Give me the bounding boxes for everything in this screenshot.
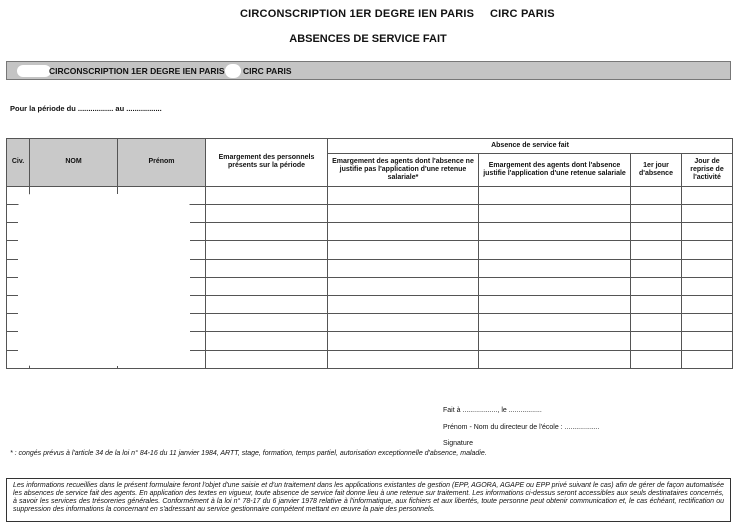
table-cell xyxy=(328,204,479,222)
table-cell xyxy=(206,350,328,368)
table-cell xyxy=(328,277,479,295)
table-cell xyxy=(631,350,682,368)
redaction-mark xyxy=(225,64,241,78)
header-nom: NOM xyxy=(30,139,118,187)
table-cell xyxy=(328,332,479,350)
table-cell xyxy=(631,186,682,204)
redaction-block xyxy=(18,194,190,366)
table-cell xyxy=(631,241,682,259)
table-cell xyxy=(328,223,479,241)
table-cell xyxy=(479,186,631,204)
table-cell xyxy=(682,186,733,204)
table-cell xyxy=(631,204,682,222)
table-cell xyxy=(206,223,328,241)
table-cell xyxy=(682,350,733,368)
table-cell xyxy=(631,296,682,314)
table-cell xyxy=(328,259,479,277)
form-title: ABSENCES DE SERVICE FAIT xyxy=(289,33,447,45)
signature-label: Signature xyxy=(443,440,473,447)
period-line: Pour la période du ................. au ................. xyxy=(10,104,162,113)
table-cell xyxy=(479,332,631,350)
table-cell xyxy=(328,314,479,332)
table-cell xyxy=(206,332,328,350)
table-cell xyxy=(479,241,631,259)
table-cell xyxy=(328,241,479,259)
header-title-right: CIRC PARIS xyxy=(490,8,555,20)
circonscription-band xyxy=(6,61,731,80)
table-cell xyxy=(479,223,631,241)
table-cell xyxy=(682,259,733,277)
table-cell xyxy=(682,314,733,332)
table-cell xyxy=(682,204,733,222)
table-cell xyxy=(682,241,733,259)
table-cell xyxy=(206,296,328,314)
header-emargement-non-justifie: Emargement des agents dont l'absence ne justifie pas l'application d'une retenue salariale* xyxy=(328,154,479,186)
header-premier-jour: 1er jour d'absence xyxy=(631,154,682,186)
fait-a-line: Fait à .................., le ................. xyxy=(443,407,542,414)
header-title-left: CIRCONSCRIPTION 1ER DEGRE IEN PARIS xyxy=(240,8,475,20)
privacy-info-box: Les informations recueillies dans le présent formulaire feront l'objet d'une saisie et d'un traitement dans les applications existantes de gestion (EPP, AGORA, AGAPE ou EPP privé suivant le cas) afin de gérer de façon automatisée les absences de service fait des agents. En application des textes en vigueur, toute absence de service fait donne lieu à une retenue sur traitement. Les informations ci-dessus seront accessibles aux seuls destinataires concernés, à savoir les services des trésoreries générales. Conformément à la loi n° 78-17 du 6 janvier 1978 relative à l'informatique, aux fichiers et aux libertés, toute personne peut obtenir communication et, le cas échéant, rectification ou suppression des informations la concernant en s'adressant au service gestionnaire compétent mettant en œuvre la paie des personnels. xyxy=(6,478,731,522)
table-cell xyxy=(328,186,479,204)
table-cell xyxy=(206,204,328,222)
table-cell xyxy=(631,277,682,295)
header-jour-reprise: Jour de reprise de l'activité xyxy=(682,154,733,186)
table-cell xyxy=(682,332,733,350)
table-cell xyxy=(206,241,328,259)
table-cell xyxy=(328,296,479,314)
table-cell xyxy=(631,259,682,277)
table-cell xyxy=(206,259,328,277)
band-left-label: CIRCONSCRIPTION 1ER DEGRE IEN PARIS xyxy=(49,66,225,76)
table-cell xyxy=(631,314,682,332)
table-cell xyxy=(328,350,479,368)
table-cell xyxy=(479,204,631,222)
header-civ: Civ. xyxy=(7,139,30,187)
band-right-label: CIRC PARIS xyxy=(243,66,292,76)
table-cell xyxy=(206,314,328,332)
table-cell xyxy=(206,186,328,204)
table-cell xyxy=(631,332,682,350)
table-cell xyxy=(206,277,328,295)
table-cell xyxy=(682,277,733,295)
header-emargement-justifie: Emargement des agents dont l'absence justifie l'application d'une retenue salariale xyxy=(479,154,631,186)
redaction-mark xyxy=(17,65,51,77)
header-absence-group: Absence de service fait xyxy=(328,139,733,154)
table-cell xyxy=(479,350,631,368)
table-cell xyxy=(682,296,733,314)
table-cell xyxy=(682,223,733,241)
table-cell xyxy=(479,314,631,332)
director-name-line: Prénom - Nom du directeur de l'école : .................. xyxy=(443,424,600,431)
table-cell xyxy=(631,223,682,241)
footnote: * : congés prévus à l'article 34 de la loi n° 84-16 du 11 janvier 1984, ARTT, stage, formation, temps partiel, autorisation exceptionnelle d'absence, maladie. xyxy=(10,450,487,457)
table-cell xyxy=(479,296,631,314)
table-cell xyxy=(479,259,631,277)
header-emargement-personnels: Emargement des personnels présents sur la période xyxy=(206,139,328,187)
table-cell xyxy=(479,277,631,295)
header-prenom: Prénom xyxy=(118,139,206,187)
